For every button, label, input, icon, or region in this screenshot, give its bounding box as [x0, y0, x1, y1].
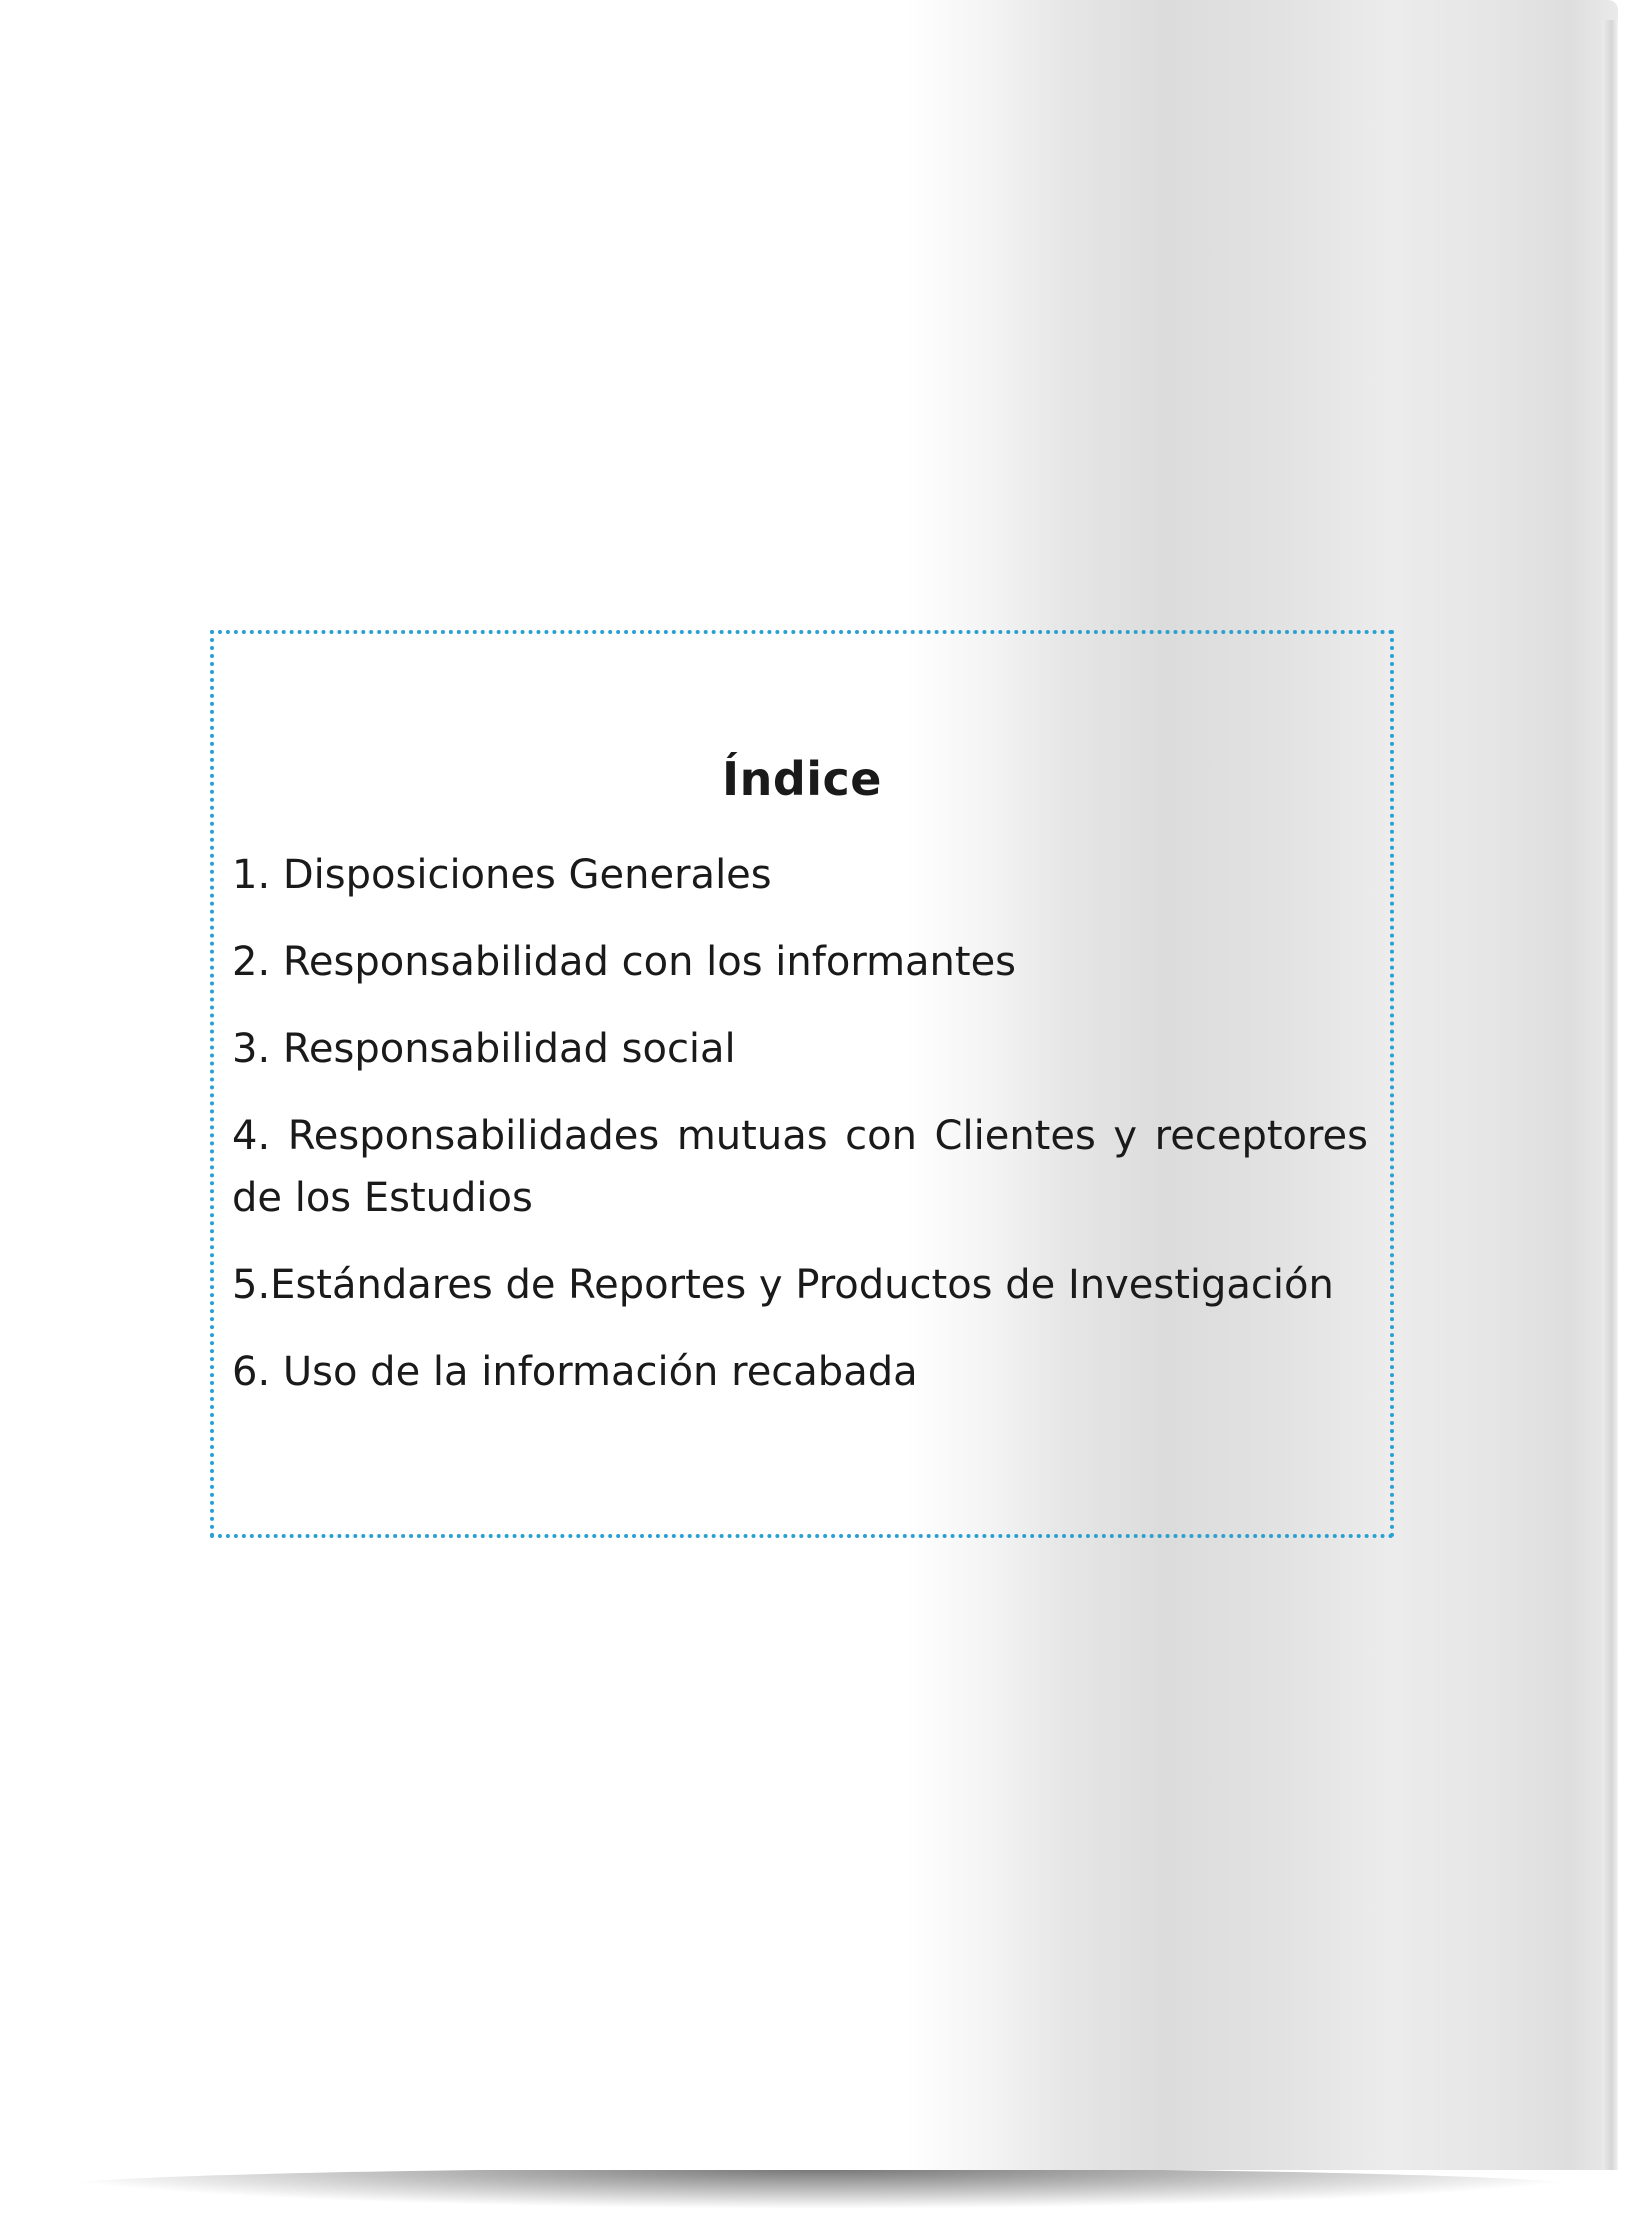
toc-title: Índice: [721, 752, 883, 806]
table-of-contents-box: [210, 630, 1394, 1538]
toc-item-2: 2. Responsabilidad con los informantes: [232, 939, 1017, 985]
toc-list: [232, 844, 1368, 1428]
toc-item-4: 4. Responsabilidades mutuas con Clientes y receptores de los Estudios: [232, 1113, 1368, 1221]
page-drop-shadow: [40, 2168, 1600, 2208]
toc-item-5: 5.Estándares de Reportes y Productos de Investigación: [232, 1262, 1334, 1308]
toc-item-1: 1. Disposiciones Generales: [232, 852, 772, 898]
toc-item-3: 3. Responsabilidad social: [232, 1026, 736, 1072]
toc-item-6: 6. Uso de la información recabada: [232, 1349, 918, 1395]
page-edge: [1602, 20, 1618, 2170]
